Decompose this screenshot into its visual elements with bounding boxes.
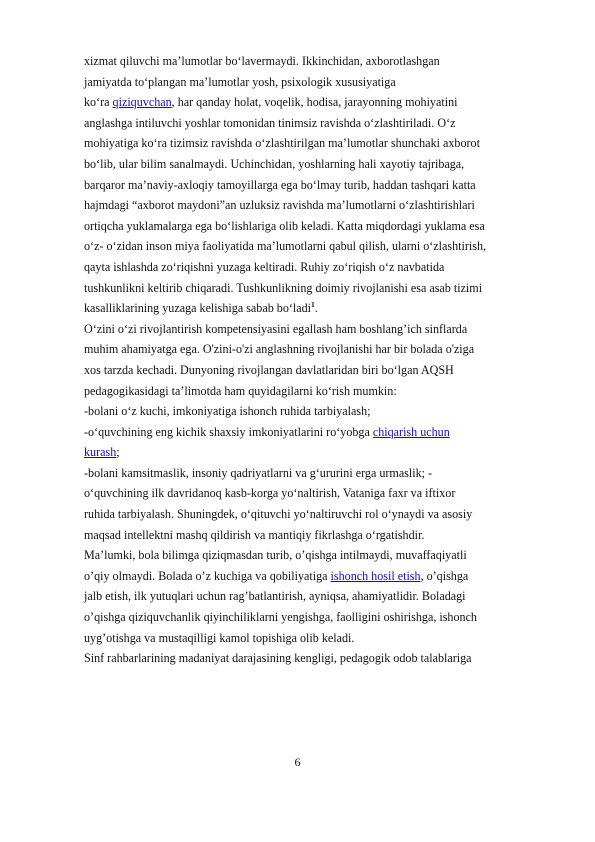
text-line: pedagogikasidagi ta’limotda ham quyidagilarni ko‘rish mumkin:	[84, 383, 397, 398]
text-line: ruhida tarbiyalash. Shuningdek, o‘qituvchi yo‘naltiruvchi rol o‘ynaydi va asosiy	[84, 507, 473, 522]
text-line: -bolani o‘z kuchi, imkoniyatiga ishonch ruhida tarbiyalash;	[84, 404, 371, 419]
link-chiqarish-uchun-kurash[interactable]: chiqarish uchun	[372, 424, 450, 439]
link-qiziquvchan[interactable]: qiziquvchan	[112, 95, 172, 110]
text-line: uyg’otishga va mustaqilligi kamol topishiga olib keladi.	[84, 630, 355, 645]
text-line: jamiyatda to‘plangan ma’lumotlar yosh, psixologik xususiyatiga	[84, 74, 396, 89]
text-line: o’qishga qiziquvchanlik qiyinchiliklarni yengishga, faolligini oshirishga, ishonch	[84, 610, 477, 625]
text-line: hajmdagi “axborot maydoni”an uzluksiz ravishda ma’lumotlarni o‘zlashtirishlari	[84, 198, 475, 213]
text-line: mohiyatiga ko‘ra tizimsiz ravishda o‘zlashtirilgan ma’lumotlar shunchaki axborot	[84, 136, 480, 151]
text-line: bo‘lib, ular bilim sanalmaydi. Uchinchidan, yoshlarning hali xayotiy tajribaga,	[84, 156, 465, 171]
footnote-ref[interactable]: 1	[311, 300, 315, 310]
text-line: Ma’lumki, bola bilimga qiziqmasdan turib, o’qishga intilmaydi, muvaffaqiyatli	[84, 548, 467, 563]
text-line: tushkunlikni keltirib chiqaradi. Tushkunlikning doimiy rivojlanishi esa asab tizimi	[84, 280, 483, 295]
text-line: ko‘ra qiziquvchan, har qanday holat, voqelik, hodisa, jarayonning mohiyatini	[84, 95, 458, 110]
link-chiqarish-uchun-kurash-cont[interactable]: kurash	[84, 445, 117, 460]
text-line: jalb etish, ilk yutuqlari uchun rag’batlantirish, ayniqsa, ahamiyatlidir. Boladagi	[84, 589, 466, 604]
text-line: o‘z- o‘zidan inson miya faoliyatida ma’lumotlarni qabul qilish, ularni o‘zlashtirish,	[84, 239, 487, 254]
text-line: kurash;	[84, 445, 120, 460]
link-ishonch-hosil-etish[interactable]: ishonch hosil etish	[330, 568, 421, 583]
page-number: 6	[294, 755, 301, 769]
text-line: O‘zini o‘zi rivojlantirish kompetensiyasini egallash ham boshlang’ich sinflarda	[84, 321, 468, 336]
text-line: xos tarzda kechadi. Dunyoning rivojlangan davlatlaridan biri bo‘lgan AQSH	[84, 362, 454, 377]
text-line: xizmat qiluvchi ma’lumotlar bo‘lavermaydi. Ikkinchidan, axborotlashgan	[84, 54, 440, 68]
text-line: -bolani kamsitmaslik, insoniy qadriyatlarni va g‘ururini erga urmaslik; -	[84, 465, 433, 480]
text-line: kasalliklarining yuzaga kelishiga sabab bo‘ladi$^1$.	[84, 300, 318, 316]
text-line: o‘quvchining ilk davridanoq kasb-korga yo‘naltirish, Vataniga faxr va iftixor	[84, 486, 456, 501]
text-line: -o‘quvchining eng kichik shaxsiy imkoniyatlarini ro‘yobga chiqarish uchun	[84, 424, 450, 439]
text-line: maqsad intellektni mashq qildirish va mantiqiy fikrlashga o‘rgatishdir.	[84, 527, 425, 542]
text-line: ortiqcha yuklamalarga ega bo‘lishlariga olib keladi. Katta miqdordagi yuklama esa	[84, 218, 485, 233]
text-line: barqaror ma’naviy-axloqiy tamoyillarga ega bo‘lmay turib, haddan tashqari katta	[84, 177, 476, 192]
text-line: anglashga intiluvchi yoshlar tomonidan tinimsiz ravishda o‘zlashtiriladi. O‘z	[84, 115, 456, 130]
body-text	[84, 51, 554, 669]
text-line: qayta ishlashda zo‘riqishni yuzaga keltiradi. Ruhiy zo‘riqish o‘z navbatida	[84, 259, 445, 274]
text-line: muhim ahamiyatga ega. O'zini-o'zi anglashning rivojlanishi har bir bolada o'ziga	[84, 342, 475, 357]
text-line: Sinf rahbarlarining madaniyat darajasining kengligi, pedagogik odob talablariga	[84, 651, 472, 666]
text-line: o’qiy olmaydi. Bolada o’z kuchiga va qobiliyatiga ishonch hosil etish, o’qishga	[84, 568, 469, 583]
